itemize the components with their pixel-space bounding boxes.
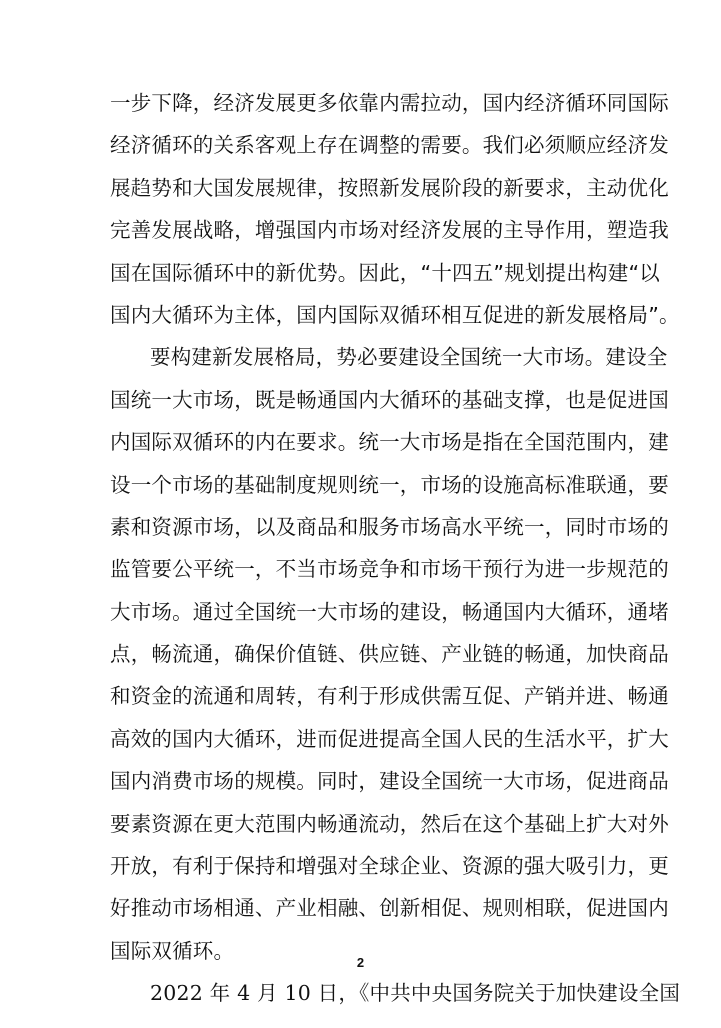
text-line: 设一个市场的基础制度规则统一，市场的设施高标准联通，要 bbox=[110, 472, 669, 497]
text-line: 点，畅流通，确保价值链、供应链、产业链的畅通，加快商品 bbox=[110, 642, 669, 667]
document-body bbox=[110, 82, 681, 1015]
text-line: 素和资源市场，以及商品和服务市场高水平统一，同时市场的 bbox=[110, 514, 669, 539]
paragraph-start-line: 要构建新发展格局，势必要建设全国统一大市场。建设全 bbox=[150, 345, 668, 370]
text-line: 开放，有利于保持和增强对全球企业、资源的强大吸引力，更 bbox=[110, 854, 669, 879]
text-line: 国内消费市场的规模。同时，建设全国统一大市场，促进商品 bbox=[110, 769, 669, 794]
text-line: 经济循环的关系客观上存在调整的需要。我们必须顺应经济发 bbox=[110, 133, 669, 158]
text-line: 国内大循环为主体，国内国际双循环相互促进的新发展格局”。 bbox=[110, 302, 680, 327]
text-line: 国在国际循环中的新优势。因此，“十四五”规划提出构建“以 bbox=[110, 260, 660, 285]
text-line: 完善发展战略，增强国内市场对经济发展的主导作用，塑造我 bbox=[110, 218, 669, 243]
text-line: 和资金的流通和周转，有利于形成供需互促、产销并进、畅通 bbox=[110, 684, 669, 709]
page-number: 2 bbox=[356, 955, 365, 970]
text-line: 内国际双循环的内在要求。统一大市场是指在全国范围内，建 bbox=[110, 430, 669, 455]
text-line: 一步下降，经济发展更多依靠内需拉动，国内经济循环同国际 bbox=[110, 91, 669, 115]
text-line: 要素资源在更大范围内畅通流动，然后在这个基础上扩大对外 bbox=[110, 811, 669, 836]
text-line: 展趋势和大国发展规律，按照新发展阶段的新要求，主动优化 bbox=[110, 175, 669, 200]
text-line: 好推动市场相通、产业相融、创新相促、规则相联，促进国内 bbox=[110, 896, 669, 921]
text-line: 监管要公平统一，不当市场竞争和市场干预行为进一步规范的 bbox=[110, 557, 669, 582]
text-line: 国统一大市场，既是畅通国内大循环的基础支撑，也是促进国 bbox=[110, 387, 669, 412]
text-line: 大市场。通过全国统一大市场的建设，畅通国内大循环，通堵 bbox=[110, 599, 669, 624]
paragraph-start-line: 2022 年 4 月 10 日，《中共中央国务院关于加快建设全国 bbox=[150, 981, 681, 1006]
text-line: 国际双循环。 bbox=[110, 938, 235, 963]
text-line: 高效的国内大循环，进而促进提高全国人民的生活水平，扩大 bbox=[110, 726, 669, 751]
